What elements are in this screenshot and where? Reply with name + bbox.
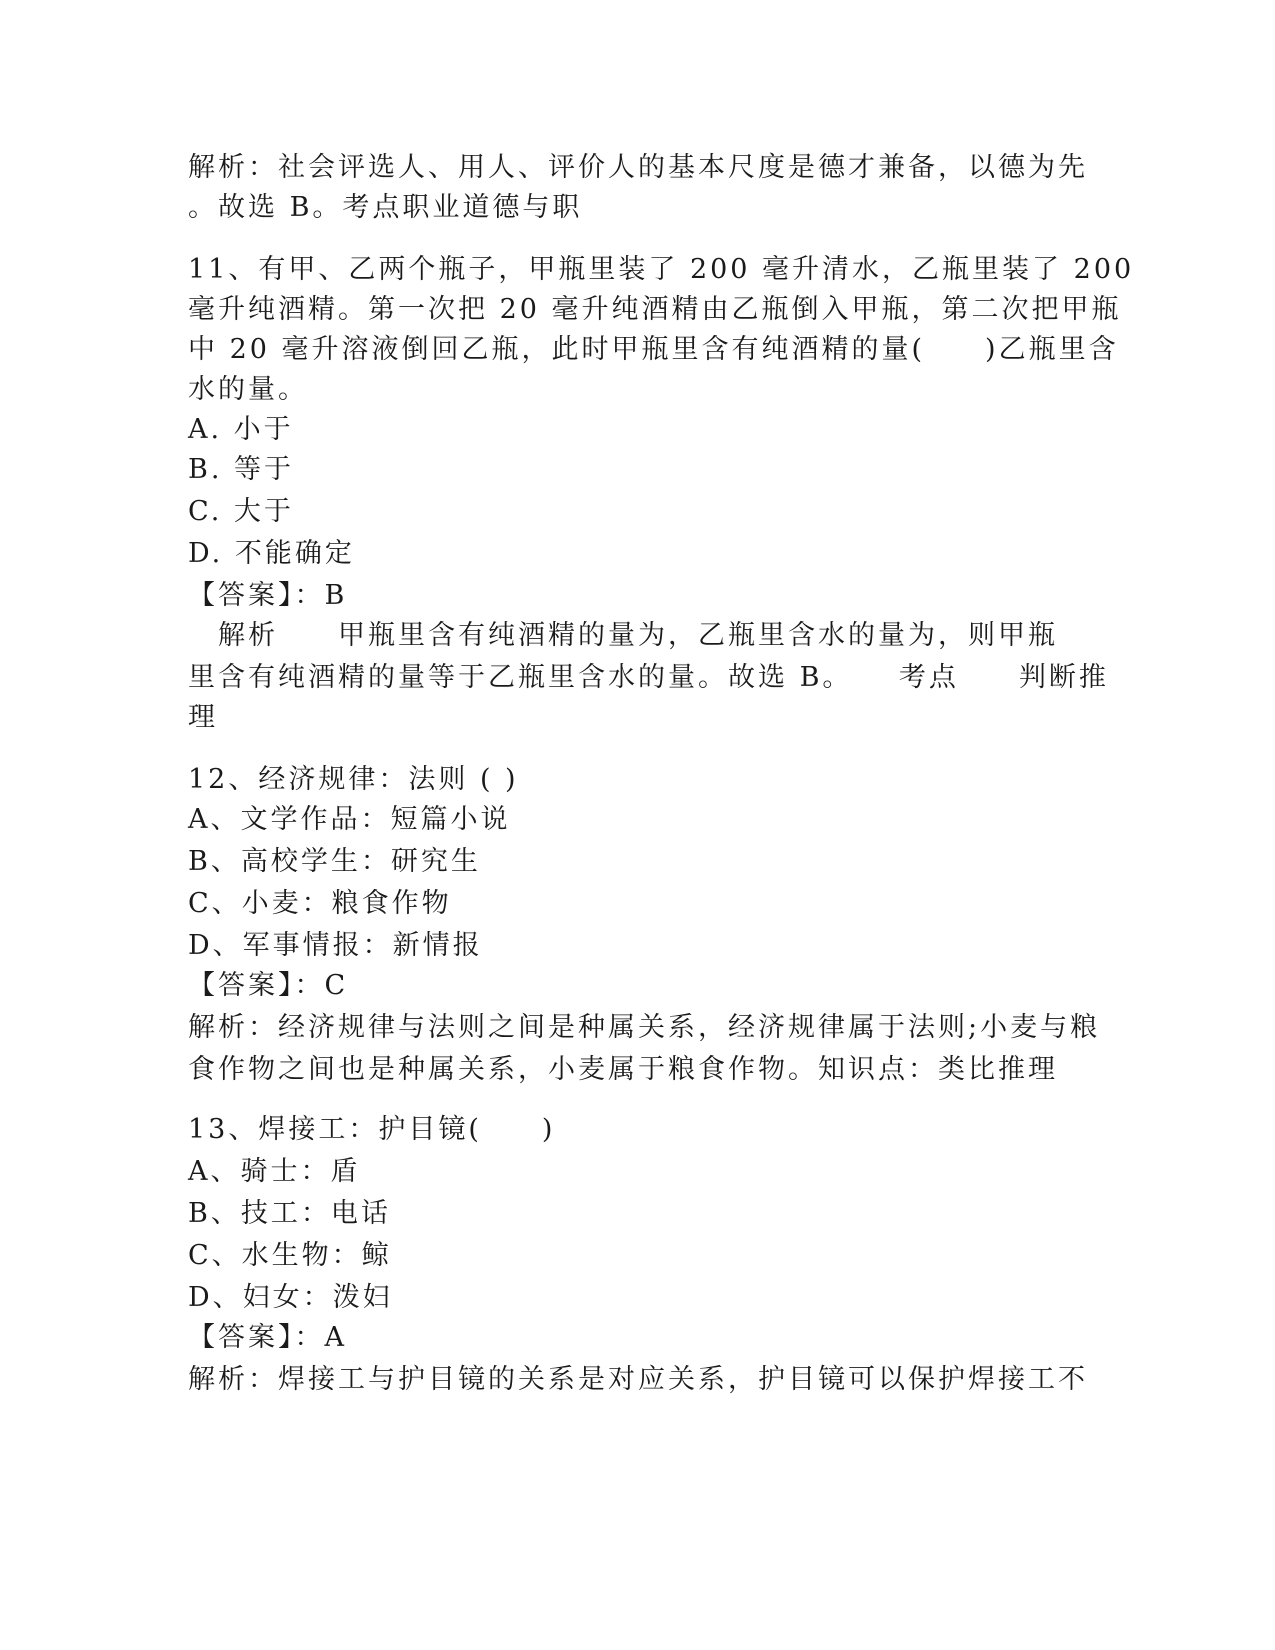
- q11-option-d: D. 不能确定: [188, 538, 355, 569]
- q13-answer: 【答案】：A: [188, 1322, 347, 1353]
- q11-stem-line-2: 毫升纯酒精。第一次把 20 毫升纯酒精由乙瓶倒入甲瓶，第二次把甲瓶: [188, 294, 1122, 325]
- q12-option-c: C、小麦：粮食作物: [188, 888, 452, 919]
- q10-analysis-line-1: 解析：社会评选人、用人、评价人的基本尺度是德才兼备，以德为先: [188, 152, 1088, 183]
- q12-stem: 12、经济规律：法则 ( ): [188, 764, 519, 795]
- q11-analysis-line-3: 理: [188, 702, 218, 733]
- q12-option-b: B、高校学生：研究生: [188, 846, 481, 877]
- q11-analysis-line-1: 解析 甲瓶里含有纯酒精的量为，乙瓶里含水的量为，则甲瓶: [188, 620, 1058, 651]
- q13-option-d: D、妇女：泼妇: [188, 1282, 393, 1313]
- q11-option-b: B. 等于: [188, 454, 295, 485]
- q12-option-d: D、军事情报：新情报: [188, 930, 483, 961]
- q12-analysis-line-2: 食作物之间也是种属关系，小麦属于粮食作物。知识点：类比推理: [188, 1054, 1058, 1085]
- q11-stem-line-1: 11、有甲、乙两个瓶子，甲瓶里装了 200 毫升清水，乙瓶里装了 200: [188, 254, 1135, 285]
- q13-option-c: C、水生物：鲸: [188, 1240, 392, 1271]
- q11-stem-line-4: 水的量。: [188, 374, 308, 405]
- q12-option-a: A、文学作品：短篇小说: [188, 804, 511, 835]
- q11-answer: 【答案】：B: [188, 580, 348, 611]
- q11-stem-line-3: 中 20 毫升溶液倒回乙瓶，此时甲瓶里含有纯酒精的量( )乙瓶里含: [188, 334, 1119, 365]
- q11-analysis-line-2: 里含有纯酒精的量等于乙瓶里含水的量。故选 B。 考点 判断推: [188, 662, 1109, 693]
- q11-option-a: A. 小于: [188, 414, 294, 445]
- q12-answer: 【答案】：C: [188, 970, 349, 1001]
- q13-analysis-line-1: 解析：焊接工与护目镜的关系是对应关系，护目镜可以保护焊接工不: [188, 1364, 1088, 1395]
- q10-analysis-line-2: 。故选 B。考点职业道德与职: [188, 192, 583, 223]
- q12-analysis-line-1: 解析：经济规律与法则之间是种属关系，经济规律属于法则;小麦与粮: [188, 1012, 1101, 1043]
- q13-option-a: A、骑士：盾: [188, 1156, 361, 1187]
- q11-option-c: C. 大于: [188, 496, 294, 527]
- q13-stem: 13、焊接工：护目镜( ): [188, 1114, 556, 1145]
- q13-option-b: B、技工：电话: [188, 1198, 391, 1229]
